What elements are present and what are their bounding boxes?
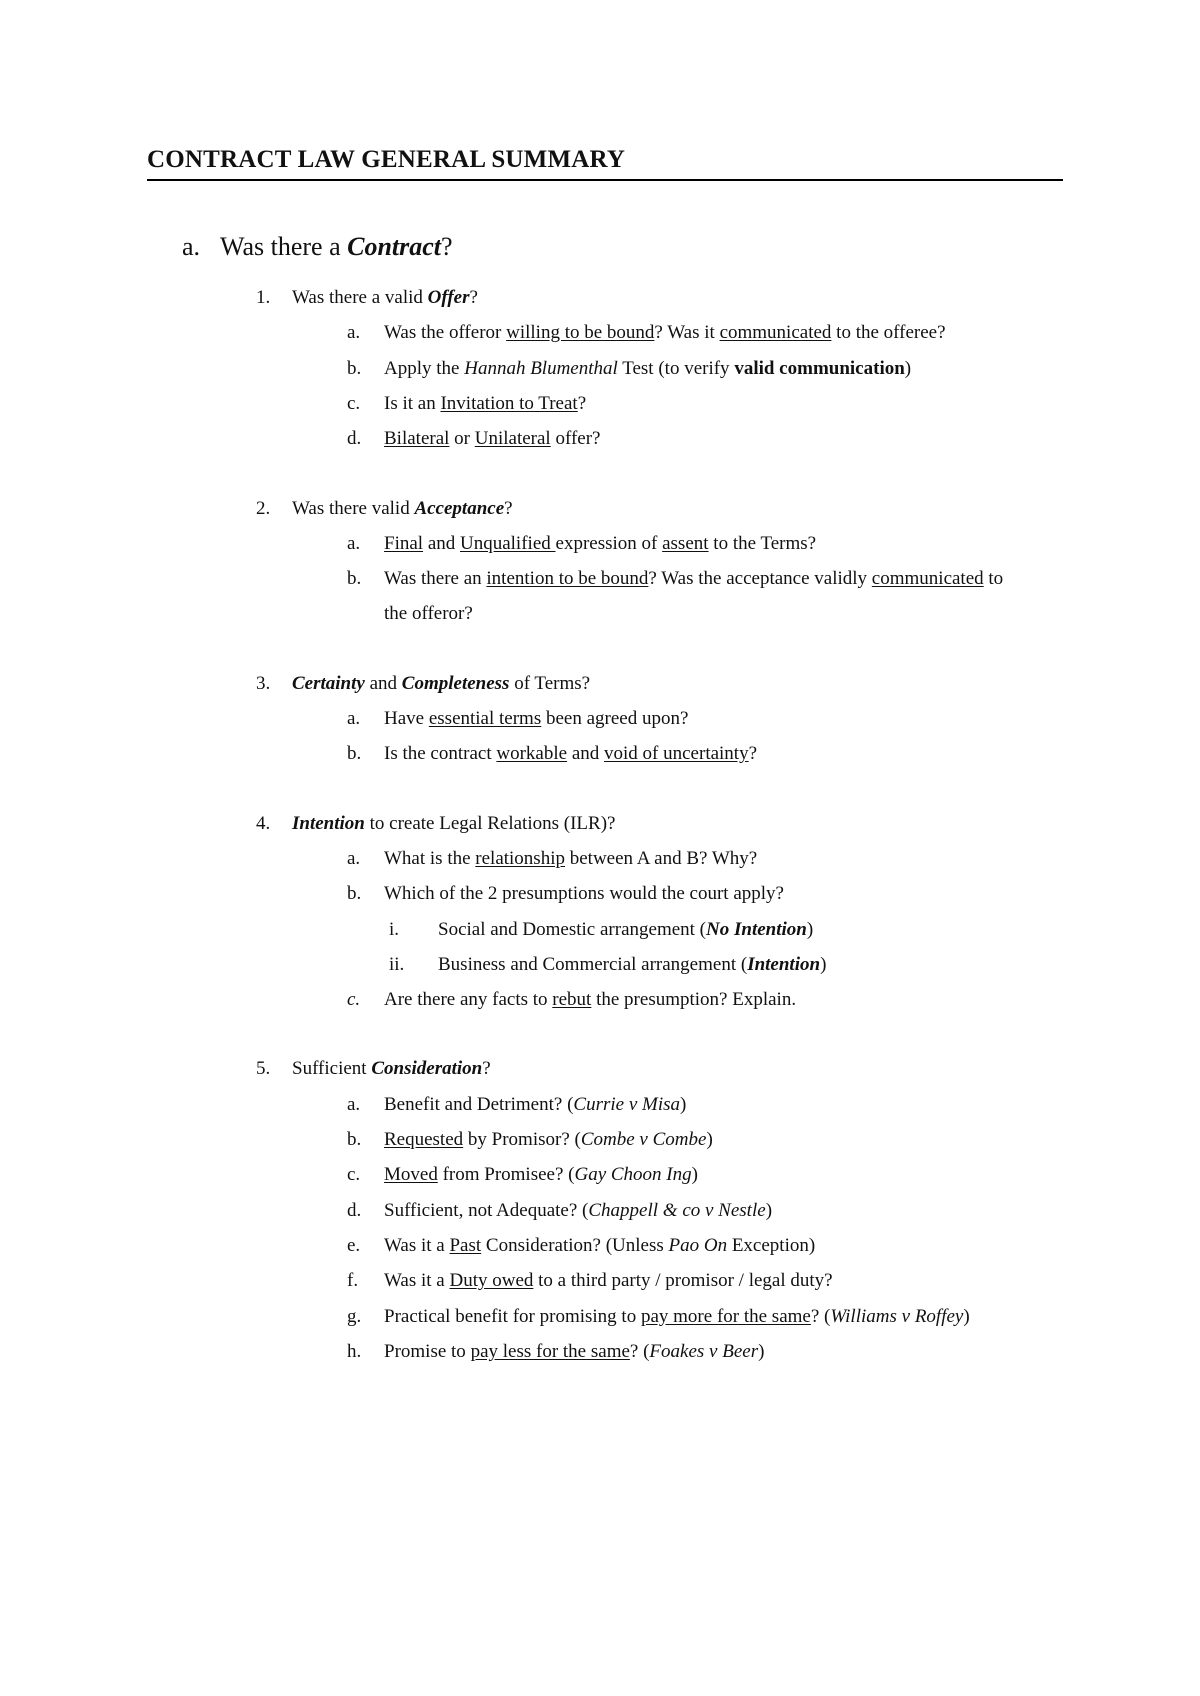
title-underline-rule [147, 179, 1063, 181]
text-run: Invitation to Treat [440, 392, 578, 414]
list-marker: e. [347, 1234, 361, 1256]
text-run: to the offeree? [831, 322, 946, 344]
text-run: Unilateral [474, 428, 551, 450]
text-run: to [983, 568, 1004, 590]
text-run: relationship [475, 847, 565, 869]
list-marker: b. [347, 1129, 362, 1150]
text-run: Business and Commercial arrangement ( [438, 953, 748, 975]
text-run: void of uncertainty [604, 743, 749, 765]
text-run: Social and Domestic arrangement ( [438, 918, 707, 940]
list-text [384, 394, 586, 413]
text-run: Duty owed [449, 1270, 534, 1292]
list-marker: 5. [256, 1058, 271, 1080]
text-run: Practical benefit for promising to [384, 1305, 641, 1327]
text-run: Unqualified [460, 532, 556, 554]
text-run: ) [691, 1164, 698, 1186]
text-run: been agreed upon? [541, 708, 689, 729]
text-run: and [567, 743, 605, 765]
text-run: ? [748, 743, 758, 765]
text-run: the offeror? [384, 603, 473, 625]
document-title: CONTRACT LAW GENERAL SUMMARY [147, 146, 626, 173]
text-run: No Intention [706, 918, 807, 940]
list-marker: 2. [256, 497, 271, 519]
text-run: Bilateral [384, 428, 450, 450]
list-text [292, 814, 615, 833]
text-run: ) [820, 953, 827, 975]
text-run: What is the [384, 847, 476, 869]
list-text [384, 1201, 772, 1220]
list-marker: b. [347, 568, 362, 590]
list-text [384, 1095, 686, 1114]
text-run: Sufficient, not Adequate? ( [384, 1199, 589, 1221]
text-run: Currie v Misa [573, 1093, 681, 1115]
text-run: and [364, 672, 402, 694]
text-run: between A and B? Why? [564, 847, 758, 869]
text-run: and [423, 532, 460, 554]
text-run: Is the contract [384, 743, 497, 765]
list-marker: f. [347, 1270, 359, 1292]
list-text [384, 429, 600, 448]
list-text [292, 288, 478, 307]
text-run: to a third party / promisor / legal duty? [533, 1270, 833, 1292]
list-marker: c. [347, 392, 361, 414]
text-run: Moved [384, 1164, 438, 1186]
list-text [384, 990, 796, 1009]
text-run: ? ( [629, 1340, 650, 1362]
text-run: ? [504, 497, 513, 519]
list-text [384, 849, 757, 868]
text-run: rebut [552, 989, 592, 1011]
text-run: Consideration [371, 1058, 483, 1080]
text-run: Certainty [292, 672, 365, 694]
text-run: Was there an [384, 568, 487, 590]
text-run: ? [482, 1058, 491, 1080]
text-run: ? ( [810, 1305, 831, 1327]
text-run: of Terms? [509, 672, 591, 694]
list-marker: c. [347, 989, 361, 1011]
heading-suffix: ? [441, 232, 453, 261]
heading-emphasis: Contract [347, 232, 442, 261]
text-run: valid communication [734, 357, 905, 379]
text-run: ? [577, 392, 587, 414]
list-text [384, 323, 946, 342]
list-marker: h. [347, 1340, 362, 1362]
list-text [292, 499, 513, 518]
text-run: Which of the 2 presumptions would the court apply? [384, 883, 784, 905]
list-text [292, 1059, 491, 1078]
text-run: intention to be bound [486, 568, 649, 590]
list-text [438, 920, 813, 939]
text-run: ? [469, 287, 478, 308]
text-run: ) [963, 1305, 970, 1327]
text-run: Are there any facts to [384, 989, 553, 1011]
text-run: Pao On [668, 1234, 728, 1256]
text-run: Have [384, 708, 429, 729]
heading-prefix: Was there a [220, 232, 348, 261]
text-run: Was there a valid [292, 287, 428, 308]
list-text [384, 1342, 764, 1361]
list-text [384, 1307, 970, 1326]
text-run: communicated [719, 322, 832, 344]
list-text [292, 674, 590, 693]
text-run: Gay Choon Ing [574, 1164, 692, 1186]
text-run: Williams v Roffey [830, 1305, 964, 1327]
text-run: to create Legal Relations (ILR)? [364, 812, 616, 834]
list-marker: d. [347, 428, 362, 450]
list-marker: b. [347, 883, 362, 905]
text-run: to the Terms? [708, 532, 817, 554]
list-text [384, 359, 911, 378]
list-text [384, 534, 816, 553]
text-run: Hannah Blumenthal [464, 357, 618, 379]
text-run: Requested [384, 1129, 464, 1150]
text-run: Intention [747, 953, 821, 975]
text-run: communicated [871, 568, 984, 590]
text-run: willing to be bound [506, 322, 655, 344]
text-run: ? Was the acceptance validly [648, 568, 872, 590]
text-run: Combe v Combe [580, 1129, 707, 1150]
text-run: Acceptance [414, 497, 505, 519]
text-run: offer? [550, 428, 601, 450]
text-run: Consideration? (Unless [481, 1234, 669, 1256]
text-run: Past [449, 1234, 482, 1256]
list-marker: b. [347, 743, 362, 765]
list-text [384, 1271, 833, 1290]
list-marker: 1. [256, 287, 271, 308]
text-run: Was it a [384, 1270, 450, 1292]
text-run: Was it a [384, 1234, 450, 1256]
text-run: ) [765, 1199, 773, 1221]
list-marker: a. [347, 322, 361, 344]
text-run: workable [496, 743, 568, 765]
text-run: pay less for the same [470, 1340, 630, 1362]
text-run: ) [758, 1340, 765, 1362]
list-text [438, 955, 826, 974]
text-run: Completeness [401, 672, 510, 694]
list-marker: c. [347, 1164, 361, 1186]
text-run: Sufficient [292, 1058, 372, 1080]
text-run: pay more for the same [640, 1305, 811, 1327]
text-run: ? Was it [654, 322, 720, 344]
list-marker: a. [347, 532, 361, 554]
list-marker: b. [347, 357, 362, 379]
list-marker: a. [347, 708, 361, 729]
list-text [384, 569, 1003, 588]
list-text [384, 1236, 815, 1255]
text-run: essential terms [428, 708, 542, 729]
text-run: by Promisor? ( [463, 1129, 581, 1150]
list-text [384, 1165, 698, 1184]
text-run: Benefit and Detriment? ( [384, 1093, 574, 1115]
text-run: or [449, 428, 475, 450]
heading-marker: a. [182, 232, 201, 261]
list-marker: a. [347, 1093, 361, 1115]
text-run: Test (to verify [617, 357, 735, 379]
text-run: Was there valid [292, 497, 415, 519]
list-marker: 4. [256, 812, 271, 834]
list-text [384, 604, 473, 623]
text-run: Offer [427, 287, 470, 308]
text-run: assent [662, 532, 709, 554]
text-run: Foakes v Beer [649, 1340, 759, 1362]
list-marker: i. [389, 918, 400, 940]
text-run: Was the offeror [384, 322, 507, 344]
text-run: ) [706, 1129, 713, 1150]
list-text [384, 709, 688, 728]
list-text [384, 1130, 713, 1149]
text-run: ) [806, 918, 814, 940]
text-run: expression of [555, 532, 663, 554]
text-run: Exception) [727, 1234, 816, 1256]
text-run: Promise to [384, 1340, 471, 1362]
text-run: Is it an [384, 392, 441, 414]
text-run: the presumption? Explain. [591, 989, 797, 1011]
text-run: from Promisee? ( [437, 1164, 575, 1186]
list-marker: a. [347, 847, 361, 869]
text-run: Final [384, 532, 424, 554]
list-marker: d. [347, 1199, 362, 1221]
list-text [384, 884, 784, 903]
text-run: ) [904, 357, 912, 379]
text-run: ) [680, 1093, 687, 1115]
list-marker: g. [347, 1305, 362, 1327]
section-heading [182, 232, 453, 262]
text-run: Intention [292, 812, 365, 834]
text-run: Apply the [384, 357, 465, 379]
list-marker: 3. [256, 672, 271, 694]
list-text [384, 744, 757, 763]
list-marker: ii. [389, 953, 405, 975]
text-run: Chappell & co v Nestle [588, 1199, 766, 1221]
